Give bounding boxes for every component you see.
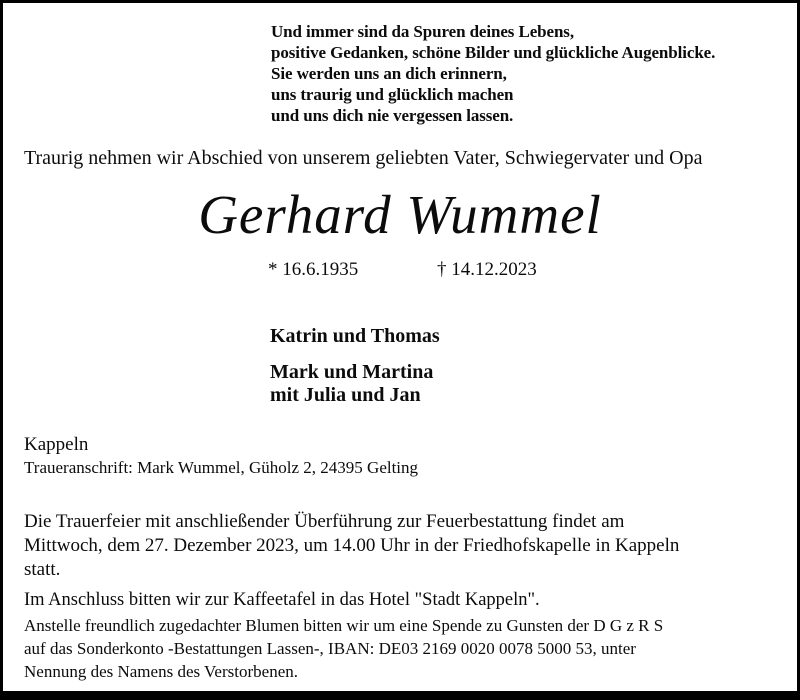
place-city: Kappeln (24, 434, 89, 455)
memorial-poem (271, 21, 715, 126)
funeral-info-line: Mittwoch, dem 27. Dezember 2023, um 14.00 Uhr in der Friedhofskapelle in Kappeln (24, 535, 680, 556)
death-date: † 14.12.2023 (437, 259, 537, 280)
poem-line: uns traurig und glücklich machen (271, 85, 514, 104)
poem-line: Und immer sind da Spuren deines Lebens, (271, 22, 574, 41)
donation-info (24, 614, 663, 683)
mourners-list (270, 325, 440, 407)
poem-line: und uns dich nie vergessen lassen. (271, 106, 514, 125)
funeral-info (24, 510, 679, 582)
mourning-address: Traueranschrift: Mark Wummel, Güholz 2, 24395 Gelting (24, 458, 419, 477)
poem-line: Sie werden uns an dich erinnern, (271, 64, 507, 83)
mourning-address-block (24, 433, 418, 478)
deceased-name: Gerhard Wummel (198, 184, 602, 245)
life-dates (3, 259, 797, 289)
coffee-invitation: Im Anschluss bitten wir zur Kaffeetafel in das Hotel "Stadt Kappeln". (24, 590, 540, 610)
farewell-intro: Traurig nehmen wir Abschied von unserem geliebten Vater, Schwiegervater und Opa (24, 147, 703, 169)
mourner-line: mit Julia und Jan (270, 384, 421, 406)
mourner-line: Katrin und Thomas (270, 325, 440, 347)
mourner-line: Mark und Martina (270, 361, 434, 383)
funeral-info-line: statt. (24, 559, 61, 580)
donation-info-line: Nennung des Namens des Verstorbenen. (24, 662, 298, 681)
donation-info-line: auf das Sonderkonto -Bestattungen Lassen-, IBAN: DE03 2169 0020 0078 5000 53, unter (24, 639, 636, 658)
poem-line: positive Gedanken, schöne Bilder und glückliche Augenblicke. (271, 43, 716, 62)
funeral-info-line: Die Trauerfeier mit anschließender Überführung zur Feuerbestattung findet am (24, 511, 625, 532)
birth-date: * 16.6.1935 (268, 259, 359, 280)
donation-info-line: Anstelle freundlich zugedachter Blumen bitten wir um eine Spende zu Gunsten der D G z R S (24, 616, 664, 635)
